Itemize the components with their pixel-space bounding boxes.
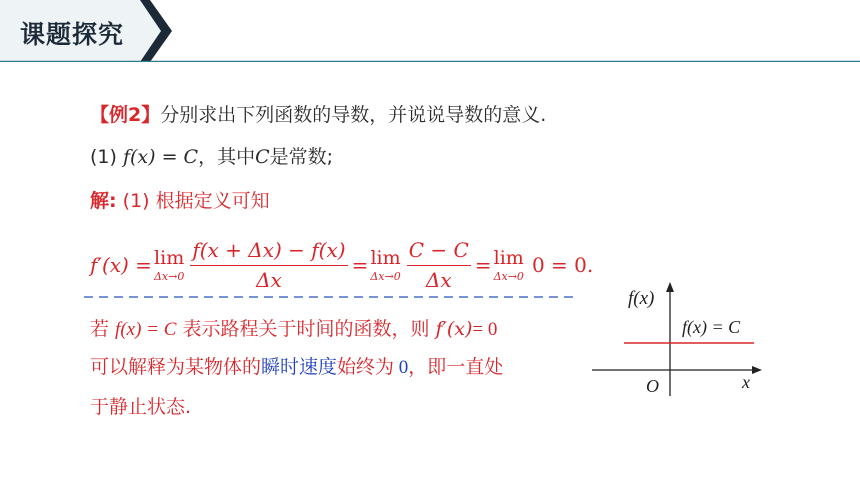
explanation-zero: 0: [394, 357, 409, 378]
page-title: 课题探究: [20, 20, 125, 49]
solution-label: 解:: [90, 190, 117, 212]
explanation-text-e: ，即一直处: [408, 356, 504, 378]
example-statement: [90, 100, 546, 127]
item1-suffix: 是常数;: [269, 146, 334, 168]
limit-2-operator: lim: [370, 246, 401, 269]
explanation-line-1: [90, 314, 497, 341]
solution-step: (1) 根据定义可知: [122, 190, 270, 212]
item1-constant: C: [255, 146, 270, 168]
fraction-1-numerator: f(x + Δx) − f(x): [190, 238, 347, 266]
curve-label: f(x) = C: [682, 317, 741, 337]
solution-line: [90, 186, 270, 213]
explanation-equals-zero: = 0: [472, 319, 498, 340]
example-item-1: [90, 142, 333, 169]
limit-1-subscript: Δx→0: [153, 269, 185, 283]
example-prompt: 分别求出下列函数的导数，并说说导数的意义.: [160, 104, 547, 126]
explanation-derivative: f′(x): [435, 318, 473, 340]
explanation-text-f: 于静止状态.: [90, 396, 192, 418]
explanation-line-3: [90, 392, 191, 419]
explanation-text-a: 若: [90, 318, 116, 340]
fraction-1: [190, 238, 347, 292]
item1-function: f(x) = C: [122, 146, 199, 168]
limit-3-operator: lim: [493, 246, 524, 269]
limit-1: [153, 246, 185, 283]
x-axis-arrow: [752, 366, 762, 374]
explanation-text-c: 可以解释为某物体的: [90, 356, 262, 378]
derivative-formula: [90, 238, 593, 292]
instantaneous-velocity-term: 瞬时速度: [261, 356, 338, 378]
constant-function-graph: [580, 280, 770, 410]
limit-3-subscript: Δx→0: [493, 269, 524, 283]
formula-tail: 0 = 0.: [531, 253, 594, 277]
example-tag: 【例2】: [90, 104, 161, 126]
y-axis-arrow: [666, 282, 674, 292]
explanation-text-b: 表示路程关于时间的函数，则: [176, 318, 436, 340]
fraction-2: [407, 238, 471, 292]
explanation-function: f(x) = C: [115, 319, 177, 340]
explanation-text-d: 始终为: [337, 356, 395, 378]
fraction-1-denominator: Δx: [256, 268, 282, 292]
limit-2: [370, 246, 401, 283]
header-band: [0, 0, 860, 62]
equals-1: =: [351, 253, 369, 277]
limit-2-subscript: Δx→0: [370, 269, 401, 283]
fraction-2-denominator: Δx: [425, 268, 452, 292]
limit-1-operator: lim: [154, 246, 185, 269]
y-axis-label: f(x): [628, 288, 655, 309]
item1-mid: ，其中: [198, 146, 256, 168]
equals-2: =: [474, 253, 492, 277]
dashed-divider: [84, 294, 576, 300]
limit-3: [493, 246, 524, 283]
item1-prefix: (1): [90, 146, 117, 168]
origin-label: O: [646, 376, 659, 396]
formula-lhs: f′(x) =: [90, 253, 152, 277]
x-axis-label: x: [742, 372, 750, 392]
explanation-line-2: [90, 352, 503, 379]
fraction-2-numerator: C − C: [407, 238, 471, 266]
